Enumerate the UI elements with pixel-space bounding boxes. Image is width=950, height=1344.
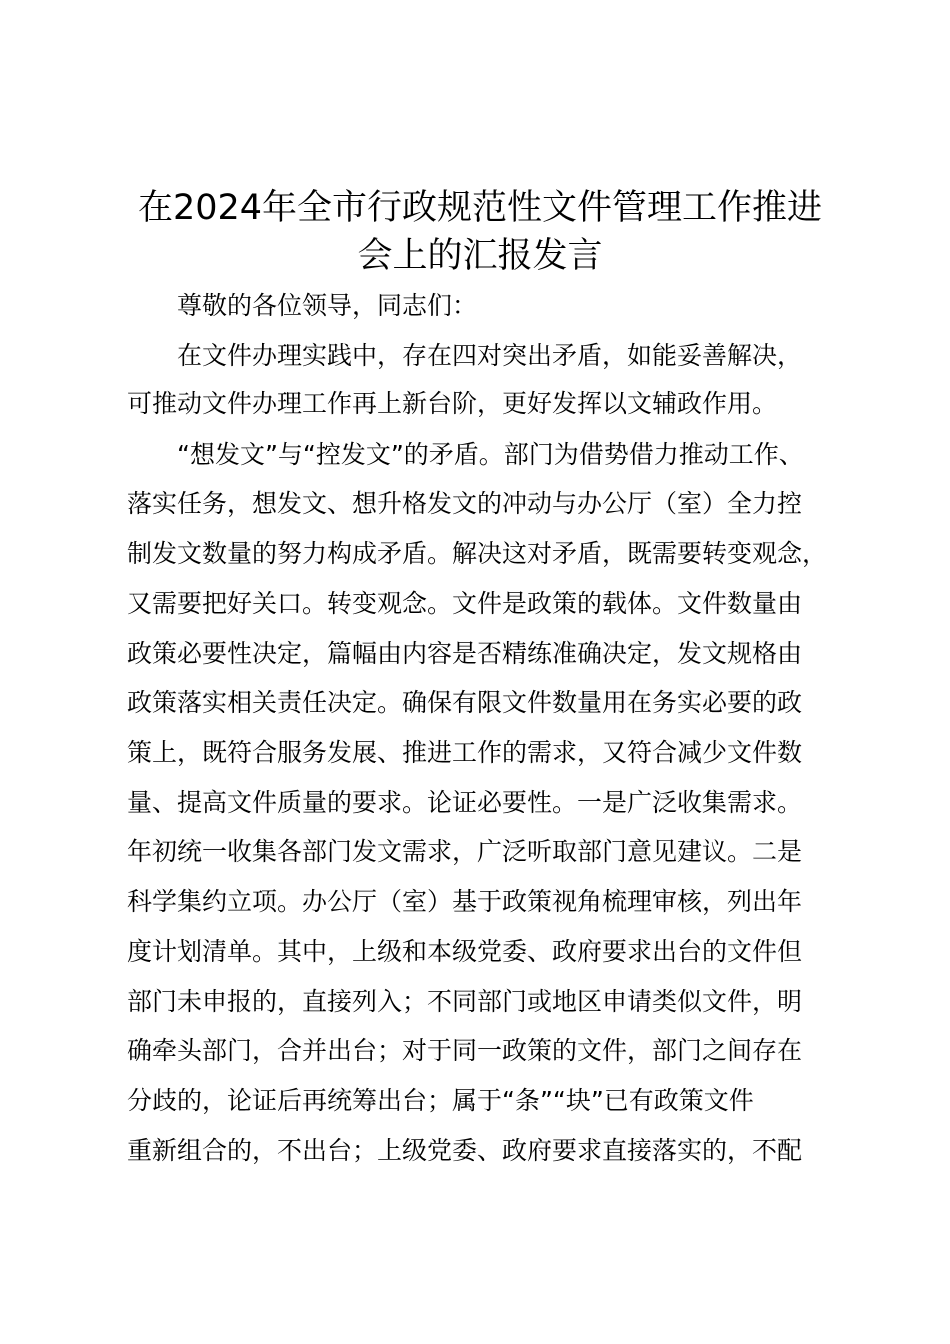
body-line-4: 落实任务，想发文、想升格发文的冲动与办公厅（室）全力控	[127, 489, 803, 518]
title-line-2: 会上的汇报发言	[357, 236, 603, 276]
body-line-5: 制发文数量的努力构成矛盾。解决这对矛盾，既需要转变观念，	[127, 539, 828, 568]
body-line-13: 度计划清单。其中，上级和本级党委、政府要求出台的文件但	[127, 937, 803, 966]
salutation: 尊敬的各位领导，同志们：	[177, 291, 478, 320]
body-line-16: 分歧的，论证后再统筹出台；属于“条”“块”已有政策文件	[127, 1086, 754, 1115]
body-line-6: 又需要把好关口。转变观念。文件是政策的载体。文件数量由	[127, 589, 803, 618]
body-line-9: 策上，既符合服务发展、推进工作的需求，又符合减少文件数	[127, 738, 803, 767]
title-line-1: 在2024年全市行政规范性文件管理工作推进	[137, 188, 823, 228]
body-line-12: 科学集约立项。办公厅（室）基于政策视角梳理审核，列出年	[127, 887, 803, 916]
body-line-17: 重新组合的，不出台；上级党委、政府要求直接落实的，不配	[127, 1136, 803, 1165]
body-line-7: 政策必要性决定，篇幅由内容是否精练准确决定，发文规格由	[127, 639, 803, 668]
body-line-1: 在文件办理实践中，存在四对突出矛盾，如能妥善解决，	[177, 341, 803, 370]
body-line-2: 可推动文件办理工作再上新台阶，更好发挥以文辅政作用。	[127, 389, 778, 418]
body-line-15: 确牵头部门，合并出台；对于同一政策的文件，部门之间存在	[127, 1036, 803, 1065]
body-line-3: “想发文”与“控发文”的矛盾。部门为借势借力推动工作、	[177, 440, 804, 469]
body-line-8: 政策落实相关责任决定。确保有限文件数量用在务实必要的政	[127, 688, 803, 717]
body-line-14: 部门未申报的，直接列入；不同部门或地区申请类似文件，明	[127, 987, 803, 1016]
body-line-11: 年初统一收集各部门发文需求，广泛听取部门意见建议。二是	[127, 837, 803, 866]
body-line-10: 量、提高文件质量的要求。论证必要性。一是广泛收集需求。	[127, 788, 803, 817]
